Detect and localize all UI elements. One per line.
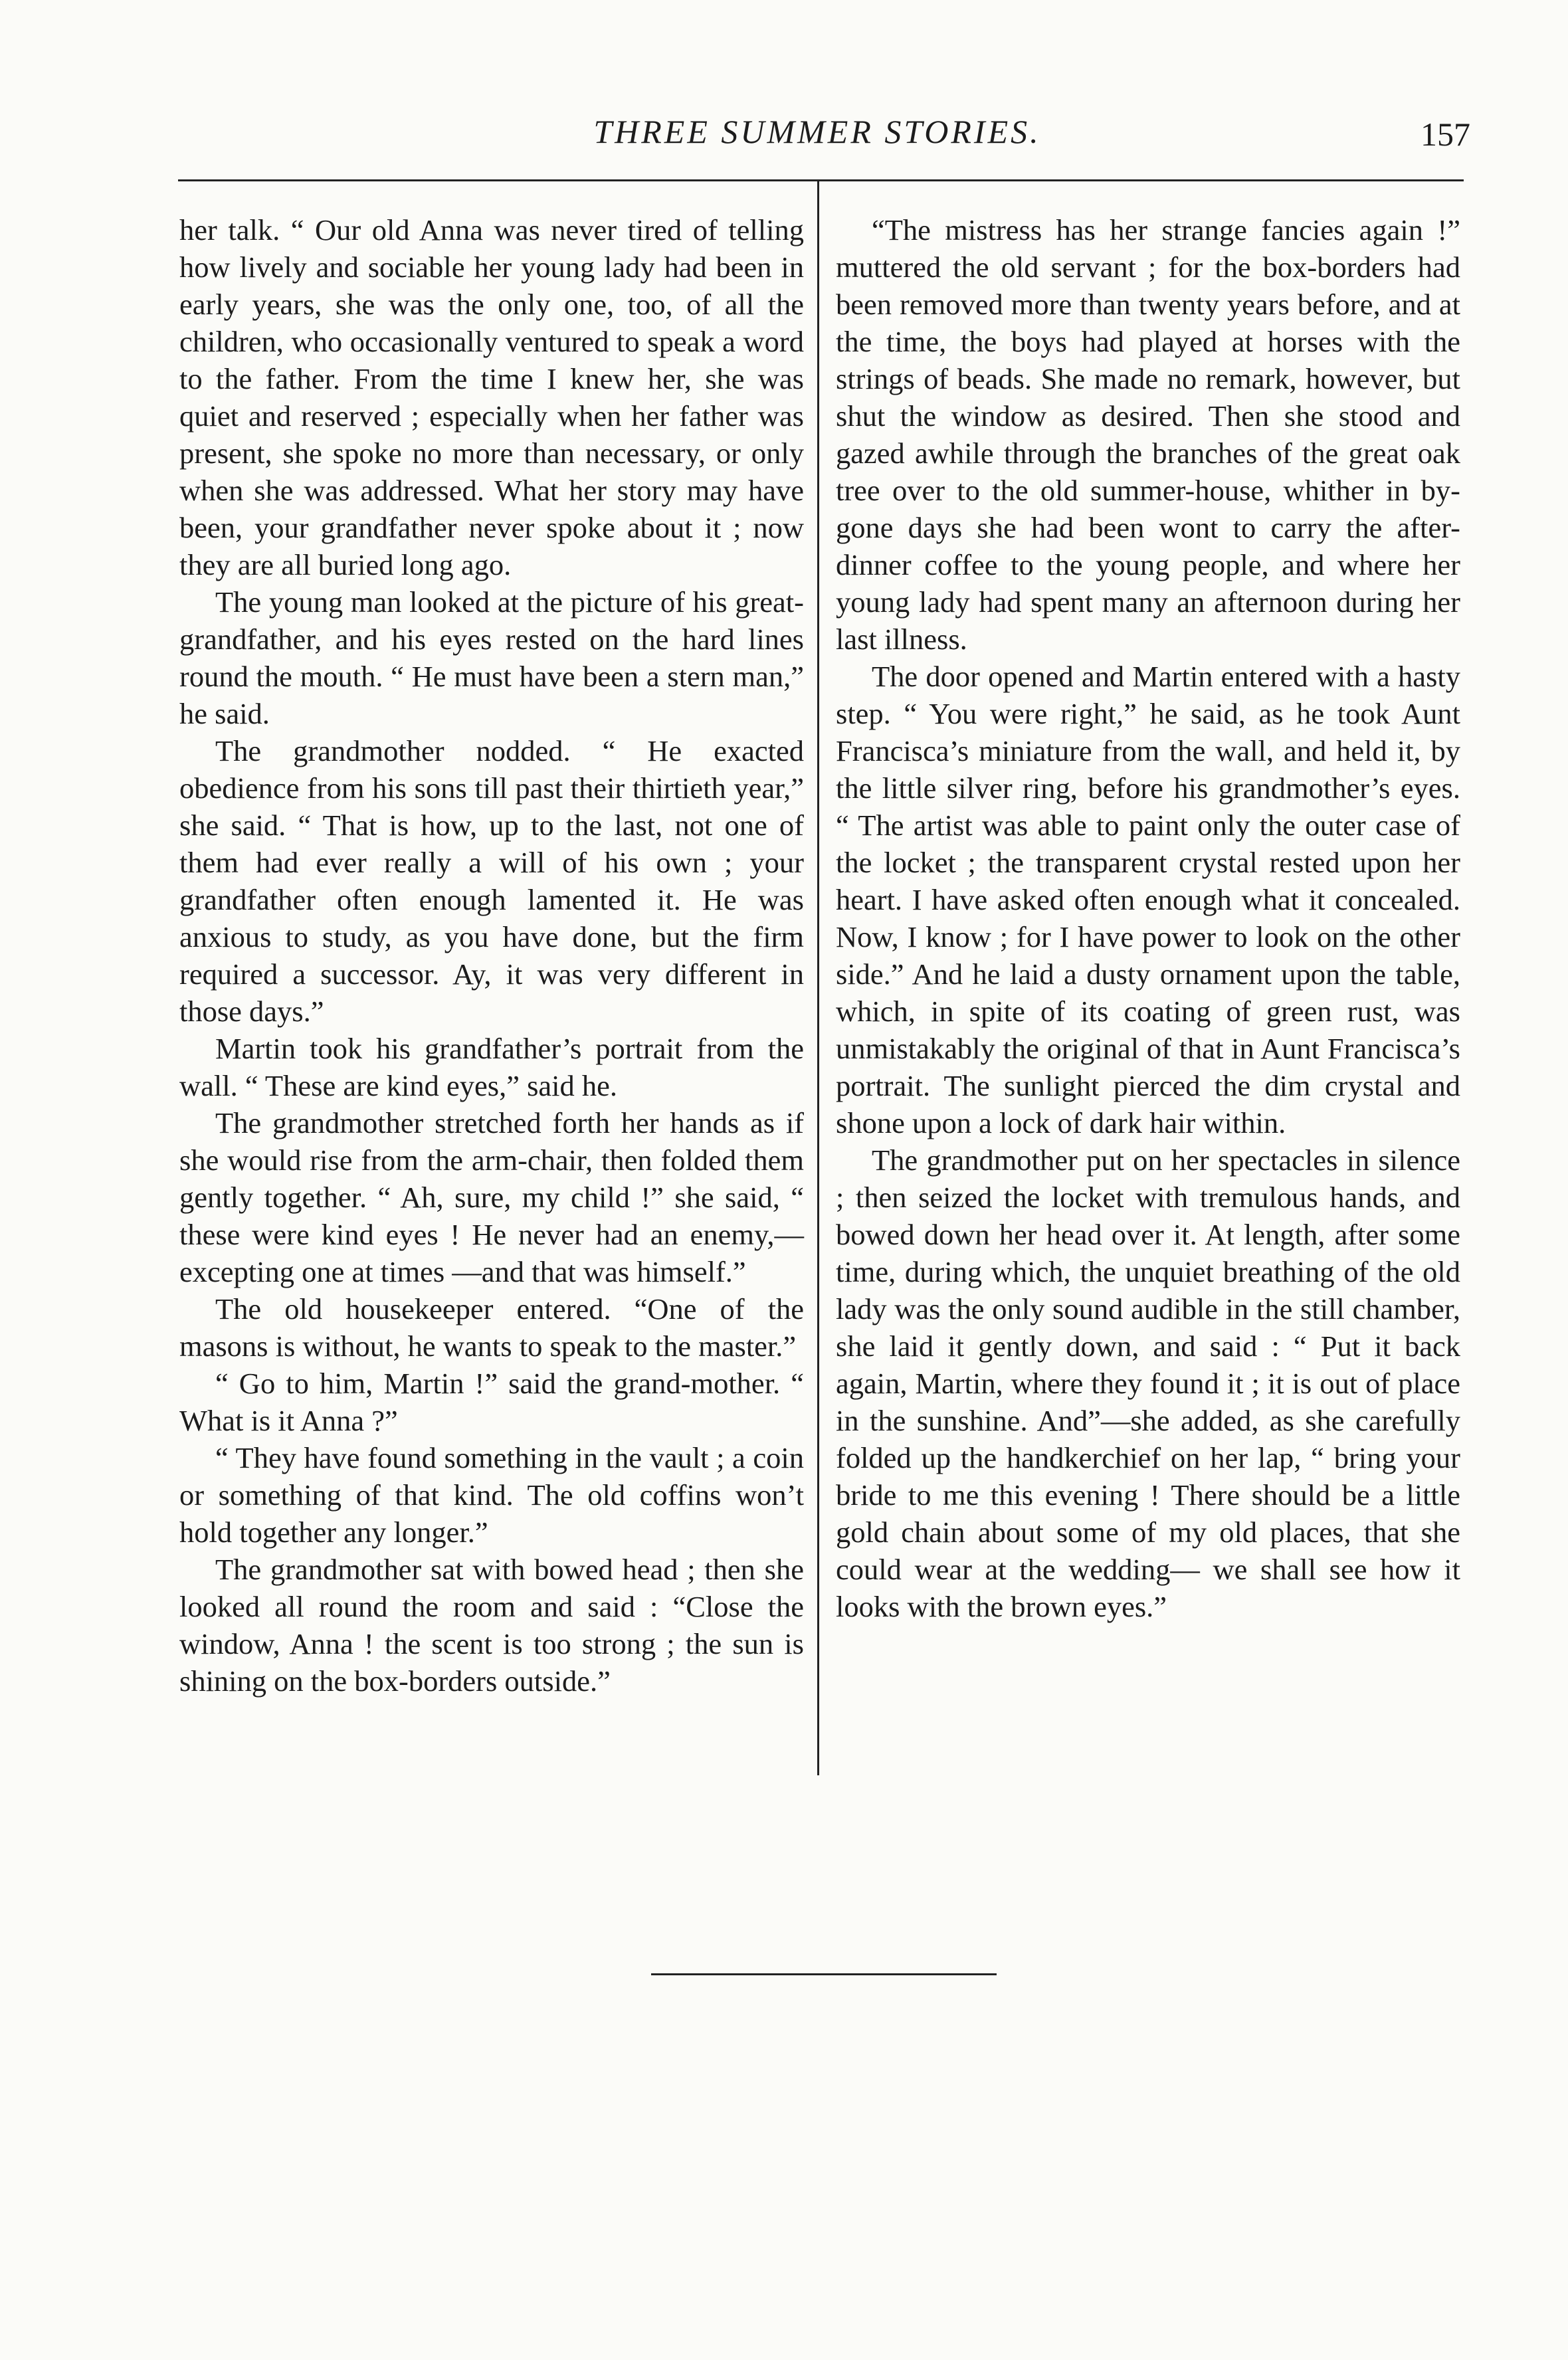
column-divider	[817, 181, 819, 1775]
paragraph: “ Go to him, Martin !” said the grand-mother. “ What is it Anna ?”	[179, 1367, 804, 1437]
paragraph: The grandmother sat with bowed head ; then she looked all round the room and said : “Close the window, Anna ! the scent is too strong ; the sun is shining on the box-borders outside.”	[179, 1553, 804, 1698]
paragraph: her talk. “ Our old Anna was never tired of telling how lively and sociable her young lady had been in early years, she was the only one, too, of all the children, who occasionally ventured to speak a word to the father. From the time I knew her, she was quiet and reserved ; especially when her father was present, she spoke no more than necessary, or only when she was addressed. What her story may have been, your grandfather never spoke about it ; now they are all buried long ago.	[179, 213, 804, 581]
paragraph: “ They have found something in the vault ; a coin or something of that kind. The old coffins won’t hold together any longer.”	[179, 1441, 804, 1549]
paragraph: The grandmother put on her spectacles in silence ; then seized the locket with tremulous hands, and bowed down her head over it. At length, after some time, during which, the unquiet breathing of the old lady was the only sound audible in the still chamber, she laid it gently down, and said : “ Put it back again, Martin, where they found it ; it is out of place in the sunshine. And”—she added, as she carefully folded up the handkerchief on her lap, “ bring your bride to me this evening ! There should be a little gold chain about some of my old places, that she could wear at the wedding— we shall see how it looks with the brown eyes.”	[836, 1143, 1460, 1623]
section-end-rule	[651, 1973, 997, 1975]
paragraph: The young man looked at the picture of his great-grandfather, and his eyes rested on the hard lines round the mouth. “ He must have been a stern man,” he said.	[179, 585, 804, 730]
running-title: THREE SUMMER STORIES.	[593, 113, 1041, 150]
paragraph: The door opened and Martin entered with a hasty step. “ You were right,” he said, as he took Aunt Francisca’s miniature from the wall, and held it, by the little silver ring, before his grandmother’s eyes. “ The artist was able to paint only the outer case of the locket ; the transparent crystal rested upon her heart. I have asked often enough what it concealed. Now, I know ; for I have power to look on the other side.” And he laid a dusty ornament upon the table, which, in spite of its coating of green rust, was unmistakably the original of that in Aunt Francisca’s portrait. The sunlight pierced the dim crystal and shone upon a lock of dark hair within.	[836, 660, 1460, 1139]
page-number: 157	[1421, 116, 1470, 153]
paragraph: Martin took his grandfather’s portrait from the wall. “ These are kind eyes,” said he.	[179, 1032, 804, 1102]
paragraph: The grandmother nodded. “ He exacted obedience from his sons till past their thirtieth year,” she said. “ That is how, up to the last, not one of them had ever really a will of his own ; your grandfather often enough lamented it. He was anxious to study, as you have done, but the firm required a successor. Ay, it was very different in those days.”	[179, 734, 804, 1028]
right-column	[836, 211, 1460, 1625]
header-rule	[178, 179, 1464, 181]
paragraph: The old housekeeper entered. “One of the masons is without, he wants to speak to the master.”	[179, 1292, 804, 1363]
paragraph: “The mistress has her strange fancies again !” muttered the old servant ; for the box-borders had been removed more than twenty years before, and at the time, the boys had played at horses with the strings of beads. She made no remark, however, but shut the window as desired. Then she stood and gazed awhile through the branches of the great oak tree over to the old summer-house, whither in by-gone days she had been wont to carry the after-dinner coffee to the young people, and where her young lady had spent many an afternoon during her last illness.	[836, 213, 1460, 656]
left-column	[179, 211, 804, 1700]
paragraph: The grandmother stretched forth her hands as if she would rise from the arm-chair, then folded them gently together. “ Ah, sure, my child !” she said, “ these were kind eyes ! He never had an enemy,—excepting one at times —and that was himself.”	[179, 1106, 804, 1288]
